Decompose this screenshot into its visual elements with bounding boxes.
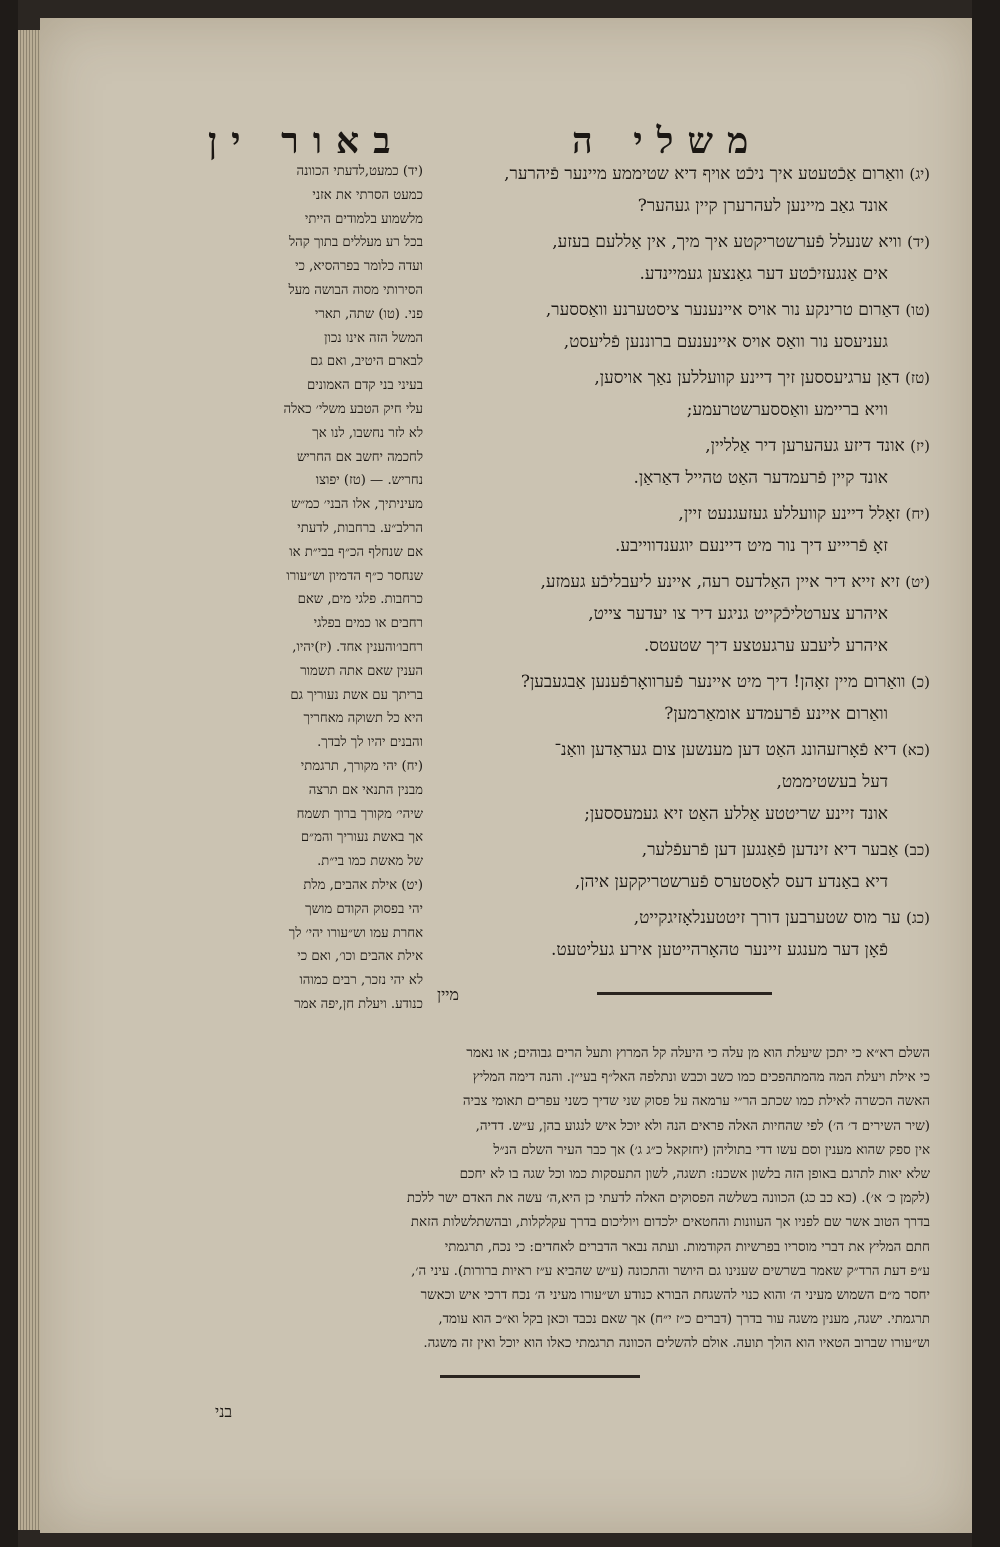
commentary-line: שנחסר כ״ף הדמיון וש״עורו: [286, 568, 423, 584]
commentary-line: בכל רע מעללים בתוך קהל: [288, 235, 423, 251]
verse-text: זאָ פֿריייע דיך נור מיט דיינעם יוגענדווייבע.: [614, 536, 888, 556]
footnote-line: וש״עורו שברוב הטאיו הוא הולך תועה. אולם להשלים הכוונה תרגמתי כאלו הוא יוכל ואין זה משגה.: [423, 1336, 930, 1352]
footnote-line: (לקמן כ׳ א׳). (כא כב כג) הכוונה בשלשה הפסוקים האלה לדעתי כן היא,ה׳ עשה את האדם ישר ללכת: [406, 1191, 930, 1207]
verse-text: איהרע צערטליכֿקייט גניגע דיר צו יעדער צייט,: [588, 604, 888, 624]
verse-text: איהרע ליעבע ערגעטצע דיך שטעטס.: [643, 636, 888, 656]
verse-line: [430, 294, 930, 326]
verse-number: (יט): [905, 573, 930, 591]
verse-text: פֿאָן דער מענגע זיינער טהאָרהייטען אירע געליטעט.: [551, 940, 888, 960]
verse-line: [430, 394, 930, 426]
verse-line: [430, 798, 930, 830]
verse-number: (יז): [910, 437, 930, 455]
verse: [430, 498, 930, 562]
verse-number: (כא): [901, 741, 930, 759]
catchword-main: מיין: [437, 985, 459, 1004]
commentary-line: הסירותי מסוה הבושה מעל: [288, 282, 423, 298]
footnote-line: שלא יאות לתרגם באופן הזה בלשון אשכנז: תשגה, לשון התעסקות כמו וכל שגה בו לא יחכם: [459, 1167, 930, 1183]
verse-line: [430, 530, 930, 562]
commentary-line: אילת אהבים וכו׳, ואם כי: [297, 949, 423, 965]
book-page-edges: [18, 30, 42, 1530]
verse-text: וואַרום איינע פֿרעמדע אומאַרמען?: [664, 704, 888, 724]
scan-background-right: [972, 0, 1000, 1547]
verse: [430, 294, 930, 358]
verse-line: [430, 362, 930, 394]
commentary-line: רחבו׳והענין אחד. (יז)יהיו,: [292, 639, 423, 655]
verse-text: וויא שנעלל פֿערשטריקטע איך מיך, אין אַללעם בעזע,: [552, 232, 902, 252]
verse-text: געניעסע נור וואַס אויס איינענעם ברוננען פֿליעסט,: [563, 332, 888, 352]
verse-text: אונד קיין פֿרעמדער האַט טהייל דאַראַן.: [633, 468, 888, 488]
footnote-line: בדרך הטוב אשר שם לפניו אך העוונות והחטאים ילכדום ויוליכום בדרך עקלקלות, ובהשתלשלות הזאת: [410, 1215, 930, 1231]
verse-text: אונד דיזע געהערען דיר אַלליין,: [705, 436, 905, 456]
footnote-line: תרגמתי. ישגה, מענין משגה עור בדרך (דברים כ״ז י״ח) אך שאם נכבד וכאן בקל וא״כ הוא עומד,: [438, 1312, 930, 1328]
commentary-line: מעיניתיך, אלו הבני׳ כמ״ש: [290, 497, 423, 513]
verse: [430, 158, 930, 222]
verse-line: [430, 598, 930, 630]
commentary-line: לחכמה יחשב אם החריש: [296, 449, 423, 465]
verse-text: זאָלל דיינע קוועללע געזעגנעט זיין,: [678, 504, 901, 524]
verse-text: וואַרום אַכֿטעטע איך ניכֿט אויף דיא שטיממע מיינער פֿיהרער,: [504, 164, 904, 184]
verse-number: (כ): [910, 673, 930, 691]
verse-line: [430, 258, 930, 290]
verse: [430, 666, 930, 730]
commentary-line: ועדה כלומר בפרהסיא, כי: [295, 259, 423, 275]
footnote-line: האשה הכשרה לאילת כמו שכתב הר״י ערמאה על פסוק שני שדיך כשני עפרים תאומי צביה: [462, 1094, 930, 1110]
commentary-line: (יח) יהי מקורך, תרגמתי: [300, 758, 423, 774]
verse-text: וויא בריימע וואַססערשטרעמע;: [686, 400, 888, 420]
verse-text: דיא פֿאָרזעהונג האַט דען מענשען צום געראַדען וואַנ־: [554, 740, 897, 760]
verse-text: זיא זייא דיר איין האַלדעס רעה, איינע ליעבליכֿע געמזע,: [540, 572, 900, 592]
commentary-line: נחריש. — (טז) יפוצו: [315, 473, 423, 489]
verse-line: [430, 666, 930, 698]
verse-line: [430, 226, 930, 258]
commentary-line: והבנים יהיו לך לבדך.: [317, 735, 423, 751]
verse-text: אונד גאַב מיינען לעהרערן קיין געהער?: [637, 196, 888, 216]
commentary-line: (יד) כמעט,לדעתי הכוונה: [296, 164, 423, 179]
footnote-line: השלם רא״א כי יתכן שיעלת הוא מן עלה כי היעלה קל המרוץ ותעל הרים גבוהים; או נאמר: [466, 1046, 930, 1061]
commentary-line: המשל הזה אינו נכון: [324, 330, 423, 346]
verse: [430, 430, 930, 494]
verse-line: [430, 766, 930, 798]
footnote-line: (שיר השירים ד׳ ה׳) לפי שהחיות האלה פראים הנה ולא יוכל איש לנגוע בהן, ע״ש. דדיה,: [475, 1118, 930, 1134]
verse-number: (יח): [905, 505, 930, 523]
verse-line: [430, 462, 930, 494]
commentary-line: של מאשת כמו בי״ת.: [317, 854, 423, 870]
verse: [430, 566, 930, 662]
commentary-line: אחרת עמו וש״עורו יהי׳ לך: [288, 925, 423, 941]
commentary-line: לבארם היטיב, ואם גם: [310, 354, 423, 370]
verse-number: (כב): [903, 841, 930, 859]
verse-text: דעל בעשטיממט,: [776, 772, 888, 792]
verse-line: [430, 566, 930, 598]
footnote-block: [205, 1042, 930, 1357]
verse-number: (יד): [907, 233, 930, 251]
verse-line: [430, 866, 930, 898]
verse-line: [430, 734, 930, 766]
verse-number: (טו): [905, 301, 930, 319]
footnote-line: ע״פ דעת הרד״ק שאמר בשרשים שענינו גם היושר והתכונה (ע״ש שהביא ע״ז ראיות ברורות). עיני ה׳,: [411, 1263, 930, 1279]
commentary-line: כמעט הסרתי את אזני: [312, 187, 423, 203]
verse-line: [430, 498, 930, 530]
commentary-line: כרחבות. פלגי מים, שאם: [297, 592, 423, 608]
verse-line: [430, 902, 930, 934]
verse: [430, 226, 930, 290]
commentary-line: מלשמוע בלמודים הייתי: [304, 211, 423, 227]
commentary-line: פני. (טו) שתה, תארי: [314, 306, 423, 322]
commentary-line: לא יהי נזכר, רבים כמוהו: [299, 973, 423, 989]
commentary-line: מבנין התנאי אם תרצה: [308, 782, 423, 798]
footnote-line: יחסר מ״ם השמוש מעיני ה׳ והוא כנוי להשגחת הבורא כנודע וש״עורו מעיני ה׳ נכח דרכי איש וכאשר: [420, 1288, 930, 1304]
verse-line: [430, 834, 930, 866]
verse-text: אים אַנגעזיכֿטע דער גאַנצען געמיינדע.: [639, 264, 888, 284]
verse-text: וואַרום מיין זאָהן! דיך מיט איינער פֿערוואָרפֿענען אַבגעבען?: [520, 672, 906, 692]
verse-line: [430, 430, 930, 462]
running-title-left: באור ין: [208, 120, 405, 162]
main-yiddish-text: [430, 158, 930, 970]
verse-number: (כג): [906, 909, 930, 927]
divider-rule: [597, 992, 772, 995]
commentary-line: אך באשת נעוריך והמ״ם: [300, 830, 423, 846]
commentary-line: בעיני בני קדם האמונים: [307, 378, 423, 394]
footnote-line: אין ספק שהוא מענין וסם עשו דדי בתוליהן (יחזקאל כ״ג ג׳) אך כבר העיר השלם הנ״ל: [493, 1142, 930, 1158]
verse: [430, 734, 930, 830]
commentary-column: [205, 160, 423, 1017]
catchword-bottom: בני: [215, 1402, 233, 1421]
divider-rule-bottom: [440, 1375, 640, 1378]
verse-text: דאַן ערגיעססען זיך דיינע קוועללען נאַך אויסען,: [594, 368, 900, 388]
verse-line: [430, 158, 930, 190]
verse-line: [430, 630, 930, 662]
running-title-right: משלי ה: [572, 120, 763, 162]
verse-text: דיא באַנדע דעס לאַסטערס פֿערשטריקקען איהן,: [574, 872, 888, 892]
commentary-line: בריתך עם אשת נעוריך גם: [290, 687, 423, 703]
footnote-line: כי אילת ויעלת המה מהמתהפכים כמו כשב וכבש ונתלפה האל״ף בעי״ן. והנה דימה המליץ: [472, 1070, 930, 1086]
commentary-line: לא לזר נחשבו, לנו אך: [312, 425, 423, 441]
commentary-line: הענין שאם אתה תשמור: [300, 663, 423, 679]
commentary-line: כנודע. ויעלת חן,יפה אמר: [294, 996, 423, 1012]
commentary-line: רחבים או כמים בפלגי: [313, 616, 423, 632]
commentary-line: (יט) אילת אהבים, מלת: [303, 877, 423, 893]
verse: [430, 902, 930, 966]
commentary-line: שיהי׳ מקורך ברוך תשמח: [296, 806, 423, 822]
footnote-line: חתם המליץ את דברי מוסריו בפרשיות הקודמות. ועתה נבאר הדברים לאחדים: כי נכח, תרגמתי: [444, 1239, 930, 1255]
commentary-line: יהי בפסוק הקודם מושך: [305, 901, 423, 917]
verse-text: אַבער דיא זינדען פֿאַנגען דען פֿרעפֿלער,: [641, 840, 899, 860]
commentary-line: אם שנחלף הכ״ף בבי״ת או: [289, 544, 423, 560]
verse-line: [430, 698, 930, 730]
verse-line: [430, 326, 930, 358]
verse-line: [430, 190, 930, 222]
scan-background-left: [0, 0, 18, 1547]
commentary-line: היא כל תשוקה מאחריך: [303, 711, 423, 727]
commentary-line: עלי חיק הטבע משלי׳ כאלה: [283, 401, 423, 417]
verse-text: דאַרום טרינקע נור אויס איינענער ציסטערנע וואַססער,: [545, 300, 900, 320]
verse: [430, 834, 930, 898]
verse-text: אונד זיינע שריטטע אַללע האַט זיא געמעססען;: [584, 804, 888, 824]
verse-line: [430, 934, 930, 966]
verse-number: (יג): [909, 165, 930, 183]
verse-number: (טז): [905, 369, 930, 387]
commentary-line: הרלב״ע. ברחבות, לדעתי: [297, 520, 423, 536]
verse: [430, 362, 930, 426]
verse-text: ער מוס שטערבען דורך זיטטענלאָזיגקייט,: [633, 908, 901, 928]
